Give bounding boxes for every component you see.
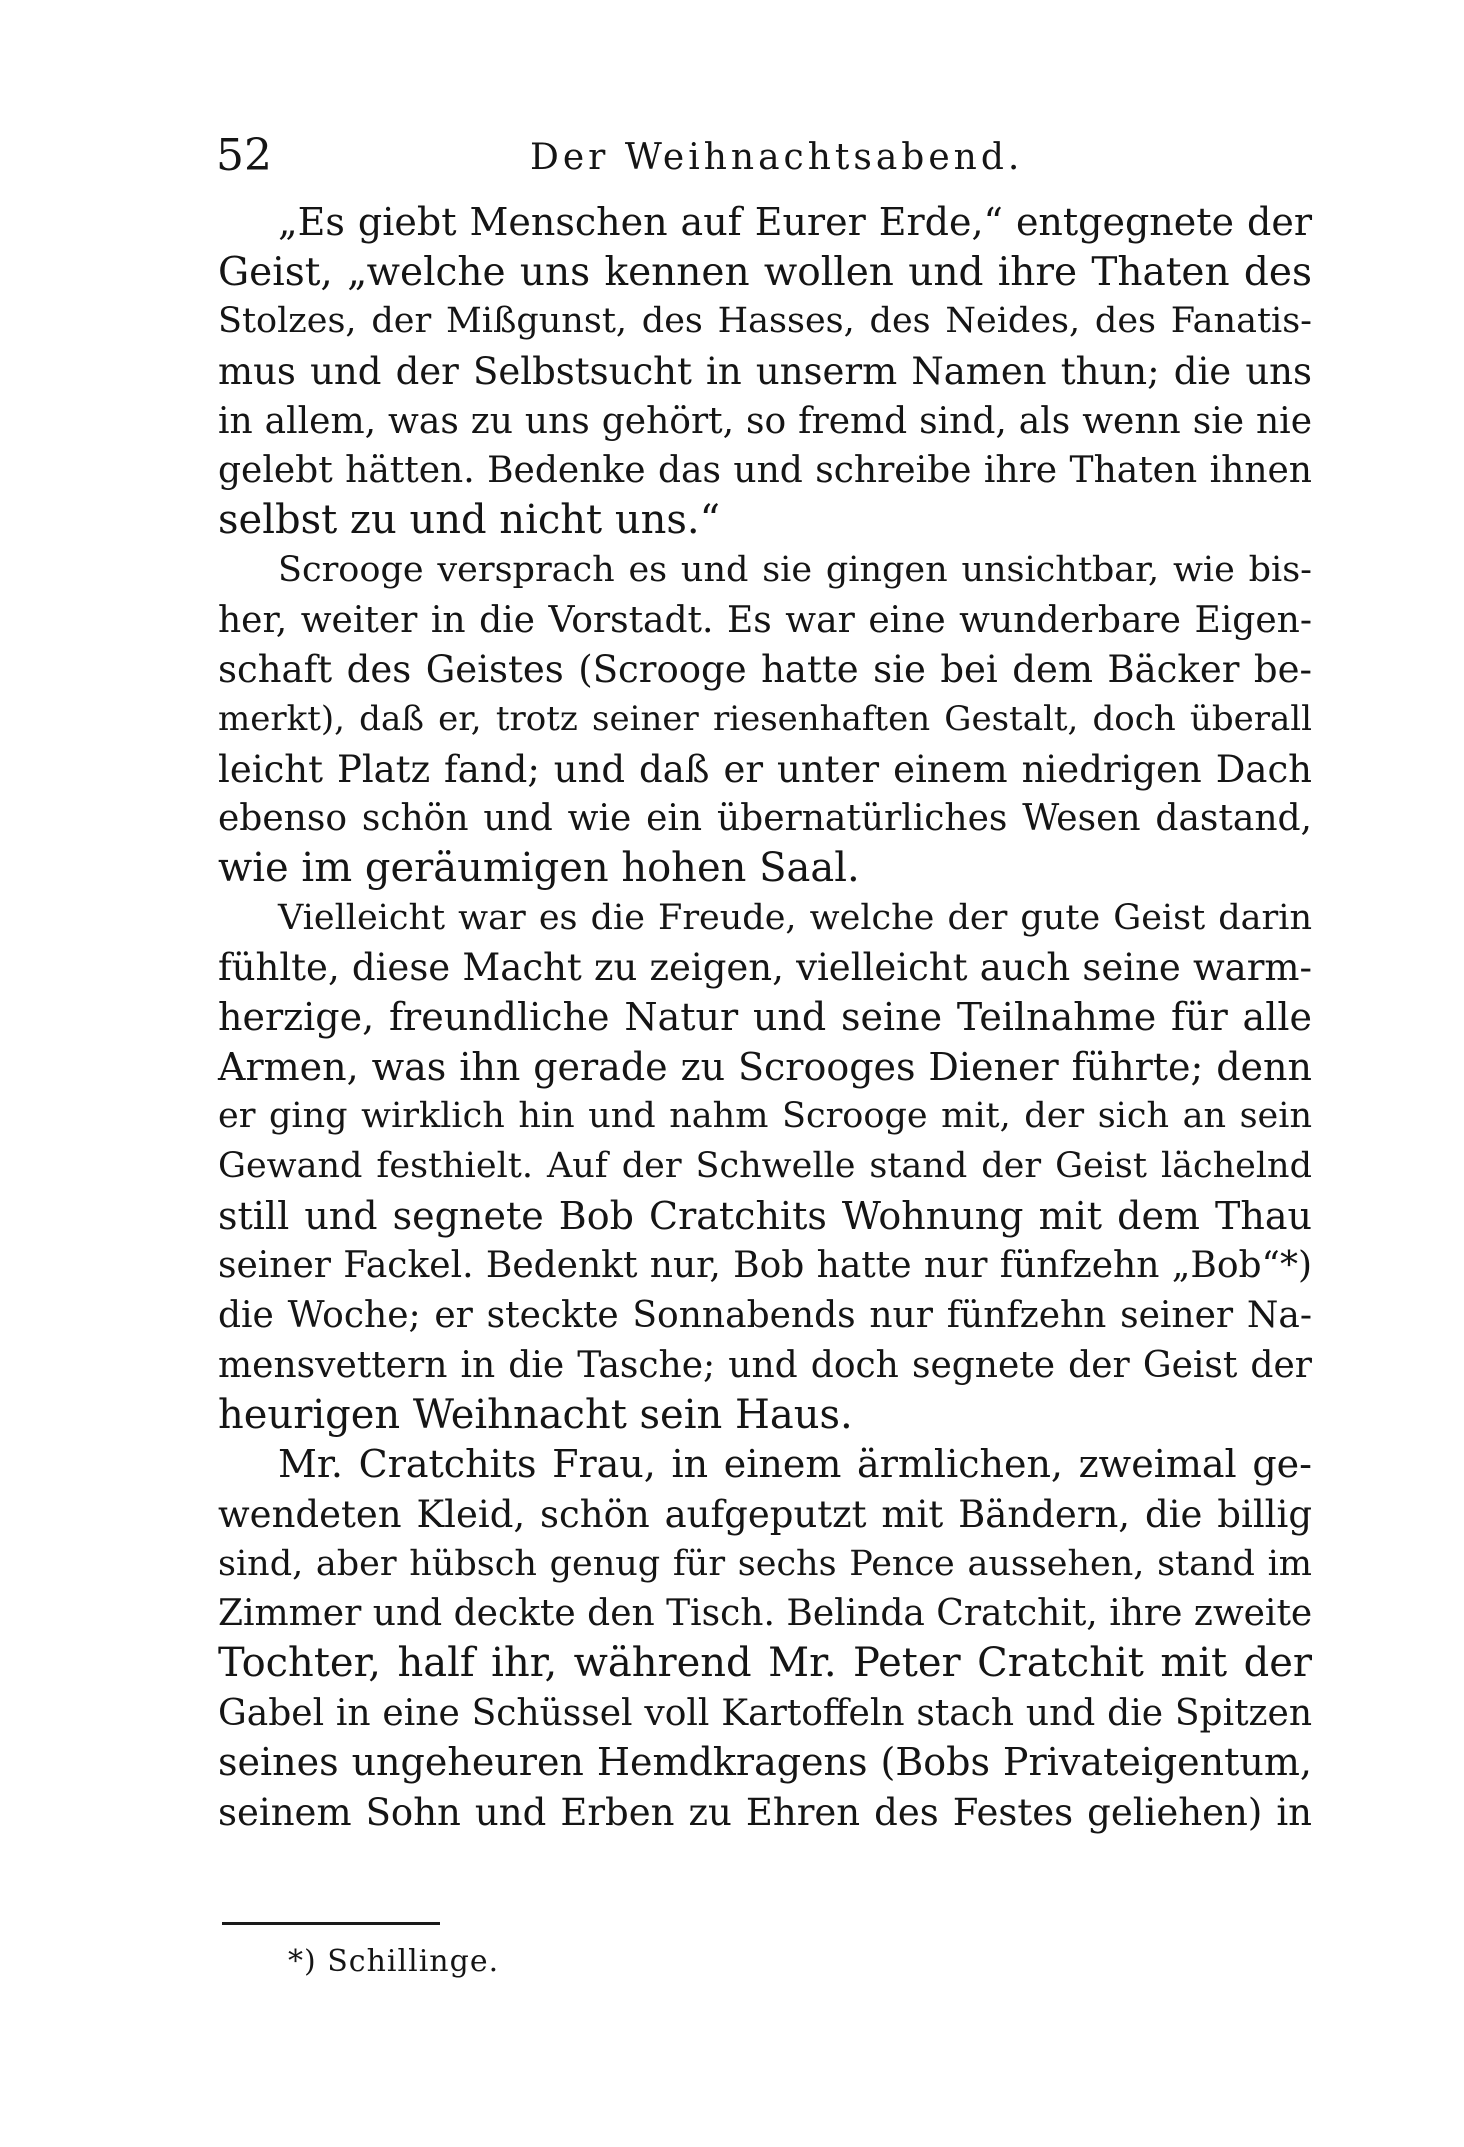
text-line: herzige, freundliche Natur und seine Teilnahme für alle	[218, 995, 1312, 1039]
text-line: leicht Platz fand; und daß er unter einem niedrigen Dach	[218, 747, 1312, 791]
text-line: in allem, was zu uns gehört, so fremd sind, als wenn sie nie	[218, 400, 1312, 442]
text-line: Scrooge versprach es und sie gingen unsichtbar, wie bis-	[278, 549, 1312, 590]
running-title: Der Weihnachtsabend.	[530, 137, 1024, 178]
text-line: Geist, „welche uns kennen wollen und ihre Thaten des	[218, 249, 1312, 295]
paragraph	[218, 198, 1312, 546]
text-line: sind, aber hübsch genug für sechs Pence aussehen, stand im	[218, 1543, 1312, 1584]
text-line: seiner Fackel. Bedenkt nur, Bob hatte nur fünfzehn „Bob“*)	[218, 1245, 1312, 1287]
text-line: Gabel in eine Schüssel voll Kartoffeln stach und die Spitzen	[218, 1692, 1312, 1734]
text-line: gelebt hätten. Bedenke das und schreibe ihre Thaten ihnen	[218, 450, 1312, 492]
text-line: selbst zu und nicht uns.“	[218, 497, 721, 544]
text-line: heurigen Weihnacht sein Haus.	[218, 1391, 853, 1438]
text-line: Zimmer und deckte den Tisch. Belinda Cratchit, ihre zweite	[218, 1593, 1313, 1635]
body-text	[218, 198, 1312, 1838]
text-line: wendeten Kleid, schön aufgeputzt mit Bändern, die billig	[218, 1492, 1312, 1536]
text-line: seines ungeheuren Hemdkragens (Bobs Privateigentum,	[218, 1740, 1312, 1785]
text-line: seinem Sohn und Erben zu Ehren des Festes geliehen) in	[218, 1791, 1312, 1834]
text-line: still und segnete Bob Cratchits Wohnung mit dem Thau	[218, 1193, 1312, 1238]
footnote-divider	[222, 1922, 440, 1925]
text-line: mensvettern in die Tasche; und doch segnete der Geist der	[218, 1344, 1312, 1386]
text-line: her, weiter in die Vorstadt. Es war eine wunderbare Eigen-	[218, 599, 1312, 641]
paragraph	[218, 894, 1312, 1441]
text-line: wie im geräumigen hohen Saal.	[218, 844, 860, 891]
text-line: Armen, was ihn gerade zu Scrooges Diener führte; denn	[218, 1044, 1312, 1089]
text-line: merkt), daß er, trotz seiner riesenhaften Gestalt, doch überall	[218, 698, 1312, 739]
text-line: mus und der Selbstsucht in unserm Namen thun; die uns	[218, 350, 1312, 394]
text-line: „Es giebt Menschen auf Eurer Erde,“ entgegnete der	[278, 200, 1312, 244]
text-line: Tochter, half ihr, während Mr. Peter Cratchit mit der	[218, 1639, 1312, 1686]
text-line: schaft des Geistes (Scrooge hatte sie bei dem Bäcker be-	[218, 648, 1312, 692]
text-line: fühlte, diese Macht zu zeigen, vielleicht auch seine warm-	[218, 946, 1312, 990]
text-line: Stolzes, der Mißgunst, des Hasses, des Neides, des Fanatis-	[218, 301, 1312, 342]
paragraph	[218, 1440, 1312, 1838]
text-line: Gewand festhielt. Auf der Schwelle stand der Geist lächelnd	[218, 1146, 1312, 1187]
text-line: Vielleicht war es die Freude, welche der gute Geist darin	[278, 897, 1312, 938]
text-line: die Woche; er steckte Sonnabends nur fünfzehn seiner Na-	[218, 1295, 1312, 1337]
text-line: er ging wirklich hin und nahm Scrooge mit, der sich an sein	[218, 1096, 1312, 1137]
footnote: *) Schillinge.	[288, 1944, 500, 1979]
page-number: 52	[216, 130, 272, 181]
paragraph	[218, 546, 1312, 894]
text-line: ebenso schön und wie ein übernatürliches Wesen dastand,	[218, 798, 1312, 840]
text-line: Mr. Cratchits Frau, in einem ärmlichen, zweimal ge-	[278, 1442, 1312, 1487]
